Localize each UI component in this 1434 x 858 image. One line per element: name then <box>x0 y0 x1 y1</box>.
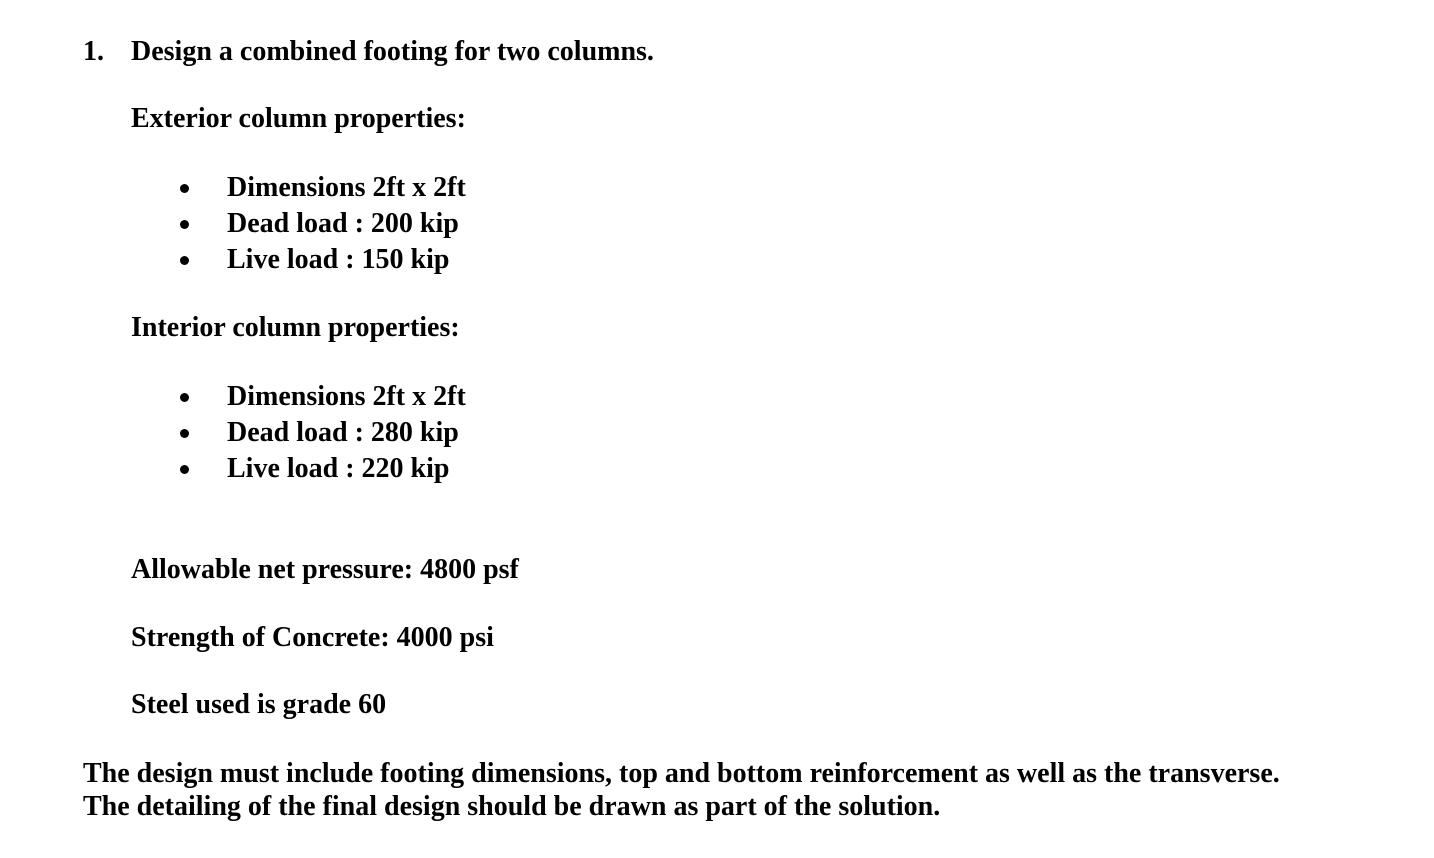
problem-title: Design a combined footing for two columns. <box>131 36 654 67</box>
bullet-icon <box>180 184 189 193</box>
interior-dead-load: Dead load : 280 kip <box>227 417 459 448</box>
problem-number: 1. <box>83 36 104 67</box>
exterior-live-load: Live load : 150 kip <box>227 244 450 275</box>
allowable-pressure: Allowable net pressure: 4800 psf <box>131 554 519 585</box>
bullet-icon <box>180 465 189 474</box>
exterior-heading: Exterior column properties: <box>131 103 466 134</box>
steel-grade: Steel used is grade 60 <box>131 689 387 720</box>
bullet-icon <box>180 220 189 229</box>
interior-dimensions: Dimensions 2ft x 2ft <box>227 381 466 412</box>
bullet-icon <box>180 393 189 402</box>
closing-paragraph: The design must include footing dimensions, top and bottom reinforcement as well as the transverse. The detailing of the final design should be drawn as part of the solution. <box>83 758 1280 822</box>
bullet-icon <box>180 256 189 265</box>
concrete-strength: Strength of Concrete: 4000 psi <box>131 622 494 653</box>
bullet-icon <box>180 429 189 438</box>
exterior-dimensions: Dimensions 2ft x 2ft <box>227 172 466 203</box>
interior-live-load: Live load : 220 kip <box>227 453 450 484</box>
interior-heading: Interior column properties: <box>131 312 460 343</box>
exterior-dead-load: Dead load : 200 kip <box>227 208 459 239</box>
